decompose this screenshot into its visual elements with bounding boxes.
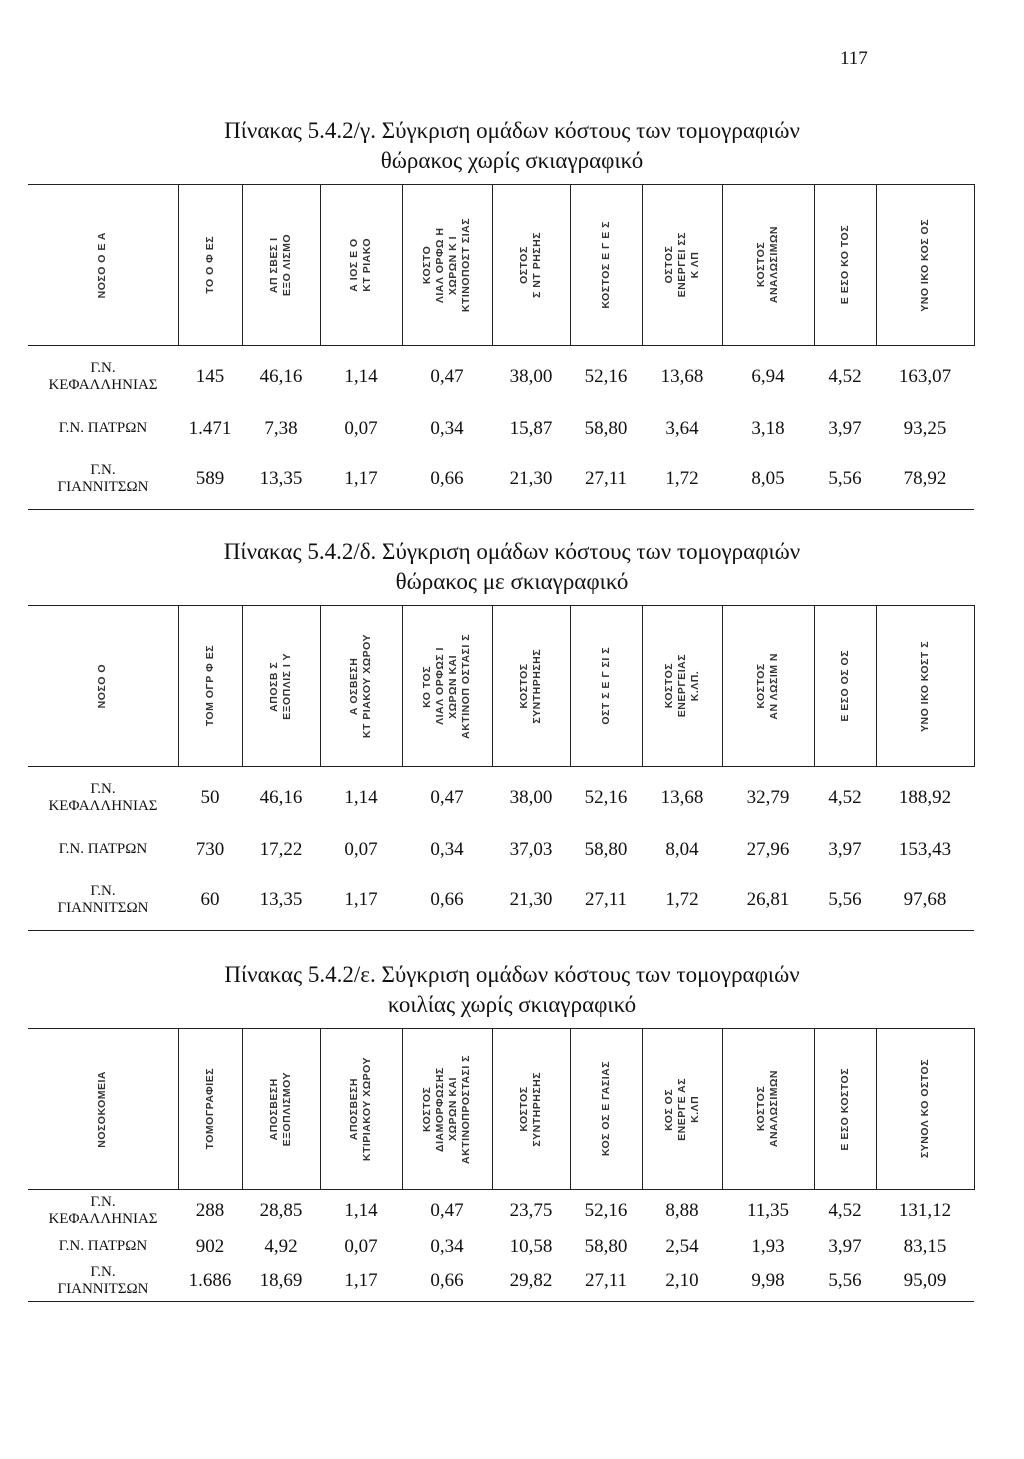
column-header xyxy=(642,1029,722,1190)
value-cell: 288 xyxy=(178,1190,242,1232)
column-header xyxy=(642,606,722,767)
column-header-label: ΝΟΣΟΚΟΜΕΙΑ xyxy=(96,1070,109,1148)
column-header xyxy=(178,185,242,346)
column-header-label: ΚΟΣΤΟΣ ΑΝ ΛΩΣΙΜ Ν xyxy=(755,652,780,720)
table-row xyxy=(28,1262,974,1302)
column-header xyxy=(722,606,814,767)
column-header xyxy=(28,185,178,346)
column-header-label: ΣΥΝΟΛ ΚΟ ΟΣΤΟΣ xyxy=(918,1059,931,1159)
value-cell: 8,04 xyxy=(665,838,699,860)
hospital-name-cell: Γ.Ν. ΠΑΤΡΩΝ xyxy=(58,420,148,436)
value-cell: 589 xyxy=(178,450,242,510)
value-cell: 28,85 xyxy=(242,1190,320,1232)
column-header-label: ΑΠ ΣΒΕΣ Ι ΕΞΟ ΛΙΣΜΟ xyxy=(268,233,293,297)
value-cell: 93,25 xyxy=(903,417,947,439)
value-cell: 58,80 xyxy=(584,417,628,439)
column-header xyxy=(722,1029,814,1190)
cost-table-abdomen-no-contrast xyxy=(28,1028,975,1302)
value-cell: 58,80 xyxy=(584,838,628,860)
value-cell: 21,30 xyxy=(492,450,570,510)
column-header-label: ΚΟΣ ΟΣ Ε ΓΑΣΙΑΣ xyxy=(599,1061,612,1157)
column-header xyxy=(876,606,974,767)
column-header xyxy=(402,1029,492,1190)
value-cell: 1,14 xyxy=(320,767,402,829)
value-cell: 0,34 xyxy=(430,417,464,439)
column-header xyxy=(242,1029,320,1190)
value-cell: 15,87 xyxy=(509,417,553,439)
table-caption xyxy=(0,116,1024,176)
value-cell: 5,56 xyxy=(814,871,876,931)
column-header xyxy=(492,606,570,767)
value-cell: 1,93 xyxy=(751,1235,785,1257)
value-cell: 27,11 xyxy=(570,871,642,931)
column-header xyxy=(320,185,402,346)
column-header-label: ΝΟΣΟ Ο Ε Α xyxy=(96,231,109,299)
table-row xyxy=(28,871,974,931)
column-header xyxy=(242,185,320,346)
column-header-label: ΚΟΣΤΟΣ ΣΥΝΤΗΡΗΣΗΣ xyxy=(518,648,543,724)
value-cell: 7,38 xyxy=(264,417,298,439)
value-cell: 13,35 xyxy=(242,871,320,931)
value-cell: 1.471 xyxy=(188,417,232,439)
column-header-label: ΥΝΟ ΙΚΟ ΚΟΣ ΟΣ xyxy=(918,218,931,312)
value-cell: 4,52 xyxy=(814,1190,876,1232)
column-header xyxy=(28,606,178,767)
table-row xyxy=(28,767,974,829)
value-cell: 97,68 xyxy=(876,871,974,931)
value-cell: 32,79 xyxy=(722,767,814,829)
value-cell: 1,14 xyxy=(320,346,402,408)
value-cell: 902 xyxy=(195,1235,225,1257)
column-header-label: ΟΣΤΟΣ ΕΝΕΡΓΕΙ ΣΣ Κ ΛΠ xyxy=(662,232,701,298)
column-header xyxy=(320,1029,402,1190)
value-cell: 1,17 xyxy=(320,450,402,510)
value-cell: 3,97 xyxy=(828,417,862,439)
hospital-name-cell: Γ.Ν. ΚΕΦΑΛΛΗΝΙΑΣ xyxy=(28,346,178,408)
value-cell: 730 xyxy=(195,838,225,860)
value-cell: 3,64 xyxy=(665,417,699,439)
caption-line-2: θώρακος με σκιαγραφικό xyxy=(395,569,629,594)
table-caption xyxy=(0,960,1024,1020)
value-cell: 27,96 xyxy=(746,838,790,860)
column-header-label: ΤΟ Ο Φ ΕΣ xyxy=(203,236,216,294)
value-cell: 1,14 xyxy=(320,1190,402,1232)
column-header xyxy=(876,1029,974,1190)
value-cell: 1,72 xyxy=(642,450,722,510)
value-cell: 0,07 xyxy=(344,838,378,860)
column-header-label: ΥΝΟ ΙΚΟ ΚΟΣΤ Σ xyxy=(918,640,931,732)
value-cell: 11,35 xyxy=(722,1190,814,1232)
value-cell: 1,72 xyxy=(642,871,722,931)
column-header-label: ΚΟΣΤΟΣ Ε Γ Ε Σ xyxy=(599,221,612,309)
value-cell: 27,11 xyxy=(570,450,642,510)
value-cell: 131,12 xyxy=(876,1190,974,1232)
value-cell: 153,43 xyxy=(898,838,952,860)
caption-line-2: κοιλίας χωρίς σκιαγραφικό xyxy=(387,992,637,1017)
column-header-label: ΚΟΣΤΟ ΛΙΑΛ ΟΡΦΩ Η ΧΩΡΩΝ Κ Ι ΚΤΙΝΟΠΟΣΤ ΣΙΑΣ xyxy=(421,217,472,313)
value-cell: 0,34 xyxy=(430,1235,464,1257)
value-cell: 78,92 xyxy=(876,450,974,510)
value-cell: 0,47 xyxy=(402,346,492,408)
value-cell: 27,11 xyxy=(570,1262,642,1302)
value-cell: 4,92 xyxy=(264,1235,298,1257)
value-cell: 2,54 xyxy=(665,1235,699,1257)
value-cell: 4,52 xyxy=(814,767,876,829)
column-header-label: ΤΟΜ ΟΓΡ Φ ΕΣ xyxy=(203,645,216,727)
column-header xyxy=(570,185,642,346)
hospital-name-cell: Γ.Ν. ΠΑΤΡΩΝ xyxy=(58,1238,148,1254)
column-header xyxy=(178,1029,242,1190)
column-header xyxy=(570,1029,642,1190)
column-header-label: ΚΟΣΤΟΣ ΔΙΑΜΟΡΦΩΣΗΣ ΧΩΡΩΝ ΚΑΙ ΑΚΤΙΝΟΠΡΟΣΤΑΣΙ Σ xyxy=(421,1054,472,1164)
column-header xyxy=(28,1029,178,1190)
value-cell: 3,18 xyxy=(751,417,785,439)
column-header xyxy=(722,185,814,346)
column-header-label: Α ΙΟΣ Ε Ο ΚΤ ΡΙΑΚΟ xyxy=(348,238,373,292)
value-cell: 0,34 xyxy=(430,838,464,860)
column-header xyxy=(178,606,242,767)
value-cell: 58,80 xyxy=(584,1235,628,1257)
column-header-label: ΤΟΜΟΓΡΑΦΙΕΣ xyxy=(203,1068,216,1150)
value-cell: 37,03 xyxy=(509,838,553,860)
value-cell: 1,17 xyxy=(320,871,402,931)
value-cell: 145 xyxy=(178,346,242,408)
hospital-name-cell: Γ.Ν. ΓΙΑΝΝΙΤΣΩΝ xyxy=(28,1262,178,1302)
value-cell: 52,16 xyxy=(570,346,642,408)
value-cell: 46,16 xyxy=(242,767,320,829)
value-cell: 0,07 xyxy=(344,417,378,439)
column-header-label: Α ΟΣΒΕΣΗ ΚΤ ΡΙΑΚΟΥ ΧΩΡΟΥ xyxy=(348,633,373,739)
column-header xyxy=(492,185,570,346)
column-header xyxy=(814,185,876,346)
column-header-label: Ε ΕΣΟ ΚΟΣΤΟΣ xyxy=(838,1067,851,1151)
value-cell: 83,15 xyxy=(903,1235,947,1257)
value-cell: 46,16 xyxy=(242,346,320,408)
column-header xyxy=(492,1029,570,1190)
hospital-name-cell: Γ.Ν. ΠΑΤΡΩΝ xyxy=(58,841,148,857)
column-header-label: ΑΠΟΣΒΕΣΗ ΚΤΙΡΙΑΚΟΥ ΧΩΡΟΥ xyxy=(348,1056,373,1162)
value-cell: 3,97 xyxy=(828,838,862,860)
cost-table-thorax-contrast xyxy=(28,605,975,931)
column-header xyxy=(320,606,402,767)
hospital-name-cell: Γ.Ν. ΓΙΑΝΝΙΤΣΩΝ xyxy=(28,450,178,510)
column-header xyxy=(814,1029,876,1190)
column-header-label: ΚΟΣ ΟΣ ΕΝΕΡΓΕ ΑΣ Κ.ΛΠ xyxy=(662,1077,701,1141)
column-header xyxy=(242,606,320,767)
column-header xyxy=(402,185,492,346)
value-cell: 13,68 xyxy=(642,767,722,829)
column-header-label: ΝΟΣΟ Ο xyxy=(96,663,109,709)
value-cell: 26,81 xyxy=(722,871,814,931)
value-cell: 0,47 xyxy=(402,767,492,829)
hospital-name-cell: Γ.Ν. ΚΕΦΑΛΛΗΝΙΑΣ xyxy=(28,1190,178,1232)
column-header-label: ΑΠΟΣΒ Σ ΕΞΟΠΛΙΣ Ι Υ xyxy=(268,652,293,720)
cost-table-thorax-no-contrast xyxy=(28,184,975,510)
column-header-label: ΚΟΣΤΟΣ ΑΝΑΛΩΣΙΜΩΝ xyxy=(755,1070,780,1148)
table-row xyxy=(28,408,974,450)
table-row xyxy=(28,829,974,871)
value-cell: 1.686 xyxy=(178,1262,242,1302)
value-cell: 52,16 xyxy=(570,1190,642,1232)
value-cell: 60 xyxy=(178,871,242,931)
value-cell: 2,10 xyxy=(642,1262,722,1302)
caption-line-1: Πίνακας 5.4.2/γ. Σύγκριση ομάδων κόστους των τομογραφιών xyxy=(224,118,800,143)
column-header-label: ΚΟΣΤΟΣ ΣΥΝΤΗΡΗΣΗΣ xyxy=(518,1071,543,1147)
column-header-label: Ε ΕΣΟ ΟΣ ΟΣ xyxy=(838,650,851,722)
value-cell: 29,82 xyxy=(492,1262,570,1302)
hospital-name-cell: Γ.Ν. ΓΙΑΝΝΙΤΣΩΝ xyxy=(28,871,178,931)
column-header-label: ΚΟΣΤΟΣ ΕΝΕΡΓΕΙΑΣ Κ.ΛΠ. xyxy=(662,654,701,718)
value-cell: 95,09 xyxy=(876,1262,974,1302)
caption-line-1: Πίνακας 5.4.2/ε. Σύγκριση ομάδων κόστους των τομογραφιών xyxy=(224,962,800,987)
table-row xyxy=(28,1232,974,1262)
column-header xyxy=(402,606,492,767)
column-header-label: Ε ΕΣΟ ΚΟ ΤΟΣ xyxy=(838,225,851,305)
value-cell: 0,07 xyxy=(344,1235,378,1257)
value-cell: 13,68 xyxy=(642,346,722,408)
value-cell: 0,66 xyxy=(402,871,492,931)
column-header-label: ΚΟ ΤΟΣ ΛΙΑΛ ΟΡΦΩΣ Ι ΧΩΡΩΝ ΚΑΙ ΑΚΤΙΝΟΠ ΟΣΤΑΣΙ Σ xyxy=(421,633,472,739)
caption-line-1: Πίνακας 5.4.2/δ. Σύγκριση ομάδων κόστους των τομογραφιών xyxy=(223,539,801,564)
column-header-label: ΟΣΤ Σ Ε Γ ΣΙ Σ xyxy=(599,647,612,725)
value-cell: 10,58 xyxy=(509,1235,553,1257)
table-row xyxy=(28,450,974,510)
value-cell: 188,92 xyxy=(876,767,974,829)
value-cell: 21,30 xyxy=(492,871,570,931)
table-row xyxy=(28,1190,974,1232)
value-cell: 3,97 xyxy=(828,1235,862,1257)
value-cell: 0,47 xyxy=(402,1190,492,1232)
value-cell: 38,00 xyxy=(492,346,570,408)
value-cell: 8,88 xyxy=(642,1190,722,1232)
table-row xyxy=(28,346,974,408)
caption-line-2: θώρακος χωρίς σκιαγραφικό xyxy=(380,148,644,173)
value-cell: 52,16 xyxy=(570,767,642,829)
value-cell: 6,94 xyxy=(722,346,814,408)
column-header-label: ΟΣΤΟΣ Σ ΝΤ ΡΗΣΗΣ xyxy=(518,232,543,298)
value-cell: 50 xyxy=(178,767,242,829)
value-cell: 5,56 xyxy=(814,450,876,510)
value-cell: 13,35 xyxy=(242,450,320,510)
column-header xyxy=(570,606,642,767)
value-cell: 5,56 xyxy=(814,1262,876,1302)
page-number: 117 xyxy=(840,48,868,69)
hospital-name-cell: Γ.Ν. ΚΕΦΑΛΛΗΝΙΑΣ xyxy=(28,767,178,829)
value-cell: 18,69 xyxy=(242,1262,320,1302)
value-cell: 163,07 xyxy=(876,346,974,408)
value-cell: 38,00 xyxy=(492,767,570,829)
column-header xyxy=(876,185,974,346)
value-cell: 4,52 xyxy=(814,346,876,408)
value-cell: 0,66 xyxy=(402,1262,492,1302)
column-header-label: ΑΠΟΣΒΕΣΗ ΕΞΟΠΛΙΣΜΟΥ xyxy=(268,1071,293,1147)
value-cell: 23,75 xyxy=(492,1190,570,1232)
value-cell: 17,22 xyxy=(259,838,303,860)
value-cell: 0,66 xyxy=(402,450,492,510)
column-header-label: ΚΟΣΤΟΣ ΑΝΑΛΩΣΙΜΩΝ xyxy=(755,226,780,304)
value-cell: 1,17 xyxy=(320,1262,402,1302)
value-cell: 9,98 xyxy=(722,1262,814,1302)
table-caption xyxy=(0,537,1024,597)
value-cell: 8,05 xyxy=(722,450,814,510)
column-header xyxy=(642,185,722,346)
column-header xyxy=(814,606,876,767)
